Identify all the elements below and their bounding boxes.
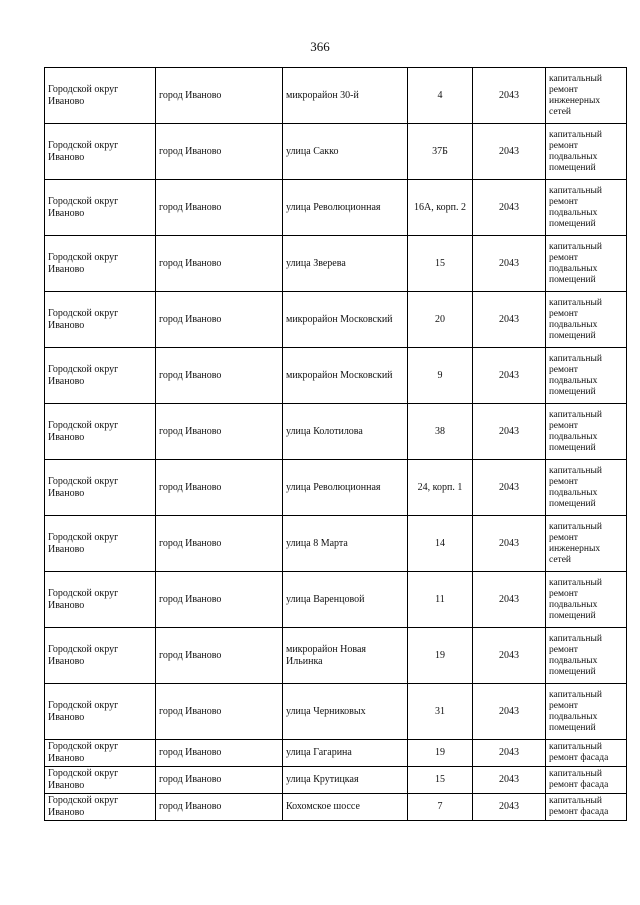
street-cell: улица Черниковых	[283, 684, 408, 740]
year-cell: 2043	[473, 767, 546, 794]
work-type-cell: капитальный ремонт подвальных помещений	[546, 348, 627, 404]
table-row	[45, 794, 627, 821]
house-cell: 15	[408, 236, 473, 292]
street-cell: микрорайон Новая Ильинка	[283, 628, 408, 684]
table-row	[45, 180, 627, 236]
house-cell: 15	[408, 767, 473, 794]
street-cell: улица Гагарина	[283, 740, 408, 767]
year-cell: 2043	[473, 348, 546, 404]
street-cell: улица Революционная	[283, 460, 408, 516]
district-cell: Городской округ Иваново	[45, 180, 156, 236]
street-cell: микрорайон 30-й	[283, 68, 408, 124]
work-type-cell: капитальный ремонт фасада	[546, 794, 627, 821]
district-cell: Городской округ Иваново	[45, 794, 156, 821]
district-cell: Городской округ Иваново	[45, 292, 156, 348]
year-cell: 2043	[473, 180, 546, 236]
table-row	[45, 124, 627, 180]
year-cell: 2043	[473, 124, 546, 180]
table-row	[45, 292, 627, 348]
city-cell: город Иваново	[156, 404, 283, 460]
district-cell: Городской округ Иваново	[45, 348, 156, 404]
table-body	[45, 68, 627, 821]
page-number: 366	[310, 39, 330, 54]
city-cell: город Иваново	[156, 740, 283, 767]
year-cell: 2043	[473, 794, 546, 821]
street-cell: улица Сакко	[283, 124, 408, 180]
table-row	[45, 740, 627, 767]
city-cell: город Иваново	[156, 516, 283, 572]
city-cell: город Иваново	[156, 460, 283, 516]
table-row	[45, 404, 627, 460]
city-cell: город Иваново	[156, 767, 283, 794]
repair-register-table	[44, 67, 627, 821]
table-row	[45, 628, 627, 684]
table-row	[45, 460, 627, 516]
city-cell: город Иваново	[156, 68, 283, 124]
work-type-cell: капитальный ремонт фасада	[546, 740, 627, 767]
table-row	[45, 348, 627, 404]
house-cell: 4	[408, 68, 473, 124]
house-cell: 37Б	[408, 124, 473, 180]
house-cell: 11	[408, 572, 473, 628]
street-cell: улица Колотилова	[283, 404, 408, 460]
street-cell: улица Зверева	[283, 236, 408, 292]
year-cell: 2043	[473, 404, 546, 460]
street-cell: микрорайон Московский	[283, 292, 408, 348]
city-cell: город Иваново	[156, 684, 283, 740]
house-cell: 14	[408, 516, 473, 572]
street-cell: Кохомское шоссе	[283, 794, 408, 821]
street-cell: улица 8 Марта	[283, 516, 408, 572]
work-type-cell: капитальный ремонт подвальных помещений	[546, 460, 627, 516]
district-cell: Городской округ Иваново	[45, 767, 156, 794]
year-cell: 2043	[473, 572, 546, 628]
work-type-cell: капитальный ремонт подвальных помещений	[546, 124, 627, 180]
district-cell: Городской округ Иваново	[45, 460, 156, 516]
year-cell: 2043	[473, 460, 546, 516]
street-cell: улица Революционная	[283, 180, 408, 236]
city-cell: город Иваново	[156, 180, 283, 236]
table-row	[45, 767, 627, 794]
house-cell: 19	[408, 628, 473, 684]
work-type-cell: капитальный ремонт инженерных сетей	[546, 516, 627, 572]
year-cell: 2043	[473, 68, 546, 124]
table-row	[45, 236, 627, 292]
year-cell: 2043	[473, 516, 546, 572]
city-cell: город Иваново	[156, 628, 283, 684]
district-cell: Городской округ Иваново	[45, 68, 156, 124]
house-cell: 38	[408, 404, 473, 460]
work-type-cell: капитальный ремонт подвальных помещений	[546, 404, 627, 460]
city-cell: город Иваново	[156, 292, 283, 348]
city-cell: город Иваново	[156, 124, 283, 180]
house-cell: 9	[408, 348, 473, 404]
district-cell: Городской округ Иваново	[45, 740, 156, 767]
street-cell: микрорайон Московский	[283, 348, 408, 404]
house-cell: 20	[408, 292, 473, 348]
street-cell: улица Варенцовой	[283, 572, 408, 628]
district-cell: Городской округ Иваново	[45, 516, 156, 572]
year-cell: 2043	[473, 236, 546, 292]
city-cell: город Иваново	[156, 794, 283, 821]
table-row	[45, 68, 627, 124]
city-cell: город Иваново	[156, 572, 283, 628]
year-cell: 2043	[473, 684, 546, 740]
table-row	[45, 684, 627, 740]
year-cell: 2043	[473, 628, 546, 684]
table-row	[45, 516, 627, 572]
year-cell: 2043	[473, 740, 546, 767]
work-type-cell: капитальный ремонт подвальных помещений	[546, 684, 627, 740]
year-cell: 2043	[473, 292, 546, 348]
district-cell: Городской округ Иваново	[45, 684, 156, 740]
house-cell: 16А, корп. 2	[408, 180, 473, 236]
district-cell: Городской округ Иваново	[45, 124, 156, 180]
work-type-cell: капитальный ремонт подвальных помещений	[546, 628, 627, 684]
street-cell: улица Крутицкая	[283, 767, 408, 794]
house-cell: 7	[408, 794, 473, 821]
district-cell: Городской округ Иваново	[45, 404, 156, 460]
work-type-cell: капитальный ремонт фасада	[546, 767, 627, 794]
house-cell: 19	[408, 740, 473, 767]
work-type-cell: капитальный ремонт подвальных помещений	[546, 572, 627, 628]
work-type-cell: капитальный ремонт инженерных сетей	[546, 68, 627, 124]
table-row	[45, 572, 627, 628]
district-cell: Городской округ Иваново	[45, 236, 156, 292]
work-type-cell: капитальный ремонт подвальных помещений	[546, 180, 627, 236]
house-cell: 31	[408, 684, 473, 740]
house-cell: 24, корп. 1	[408, 460, 473, 516]
city-cell: город Иваново	[156, 236, 283, 292]
city-cell: город Иваново	[156, 348, 283, 404]
work-type-cell: капитальный ремонт подвальных помещений	[546, 236, 627, 292]
work-type-cell: капитальный ремонт подвальных помещений	[546, 292, 627, 348]
district-cell: Городской округ Иваново	[45, 628, 156, 684]
district-cell: Городской округ Иваново	[45, 572, 156, 628]
